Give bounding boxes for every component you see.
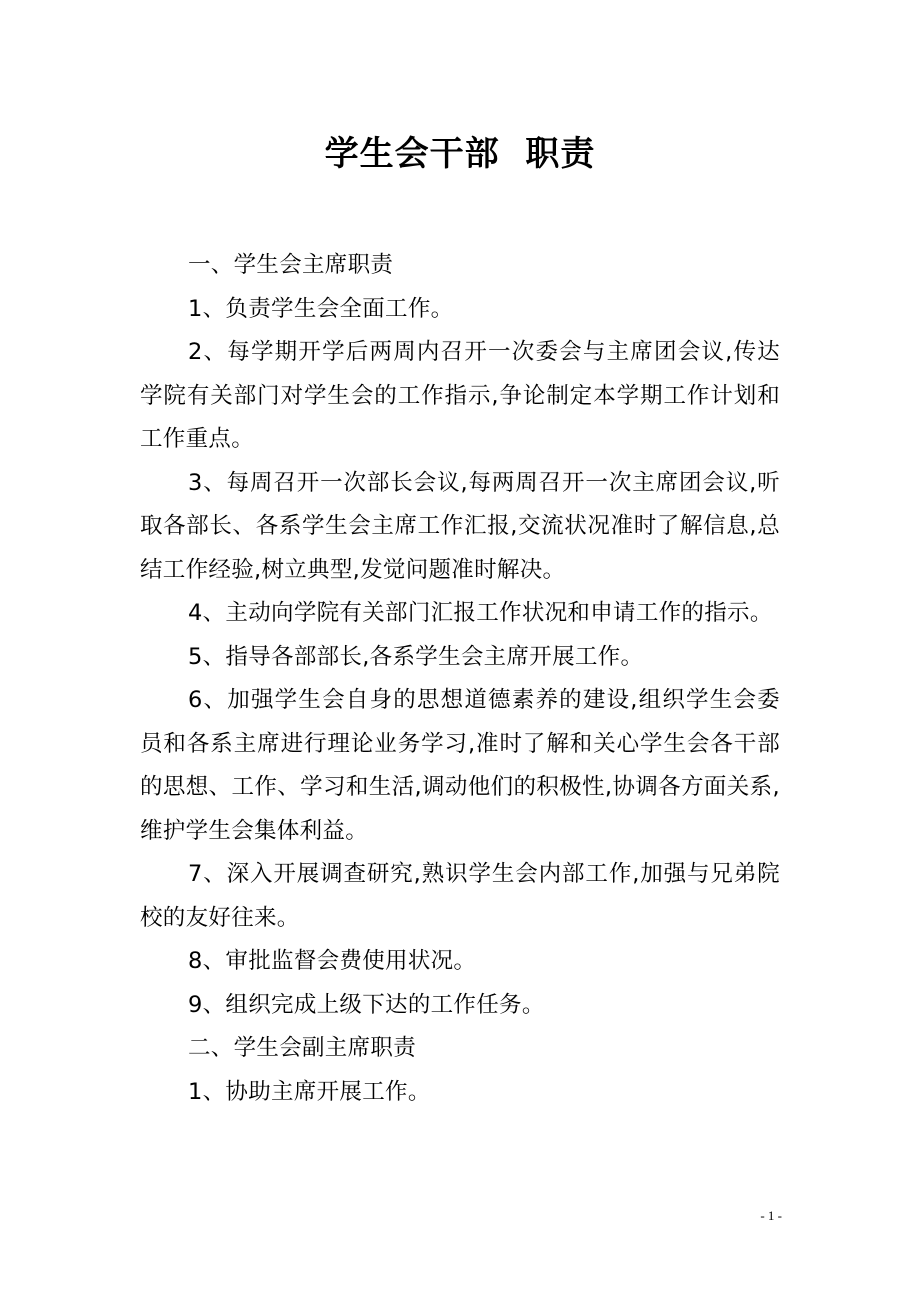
page-number: - 1 - — [760, 1208, 782, 1223]
paragraph-item-6: 6、加强学生会自身的思想道德素养的建设,组织学生会委员和各系主席进行理论业务学习,准时了解和关心学生会各干部的思想、工作、学习和生活,调动他们的积极性,协调各方面关系,维护学生会集体利益。 — [140, 687, 780, 844]
paragraph-item-2: 2、每学期开学后两周内召开一次委会与主席团会议,传达学院有关部门对学生会的工作指示,争论制定本学期工作计划和工作重点。 — [140, 339, 780, 452]
document-title: 学生会干部 职责 — [324, 134, 596, 174]
paragraph-item-9: 9、组织完成上级下达的工作任务。 — [188, 991, 545, 1018]
section-heading-vice-chairman: 二、学生会副主席职责 — [188, 1035, 417, 1061]
paragraph-item-4: 4、主动向学院有关部门汇报工作状况和申请工作的指示。 — [188, 600, 773, 626]
document-body — [140, 244, 780, 1114]
paragraph-item-8: 8、审批监督会费使用状况。 — [188, 948, 477, 974]
paragraph-vice-item-1: 1、协助主席开展工作。 — [188, 1078, 431, 1105]
paragraph-item-5: 5、指导各部部长,各系学生会主席开展工作。 — [188, 643, 644, 670]
paragraph-item-7: 7、深入开展调查研究,熟识学生会内部工作,加强与兄弟院校的友好往来。 — [140, 861, 780, 931]
section-heading-chairman: 一、学生会主席职责 — [188, 252, 394, 278]
paragraph-item-1: 1、负责学生会全面工作。 — [188, 295, 454, 322]
paragraph-item-3: 3、每周召开一次部长会议,每两周召开一次主席团会议,听取各部长、各系学生会主席工作汇报,交流状况准时了解信息,总结工作经验,树立典型,发觉问题准时解决。 — [140, 469, 780, 583]
